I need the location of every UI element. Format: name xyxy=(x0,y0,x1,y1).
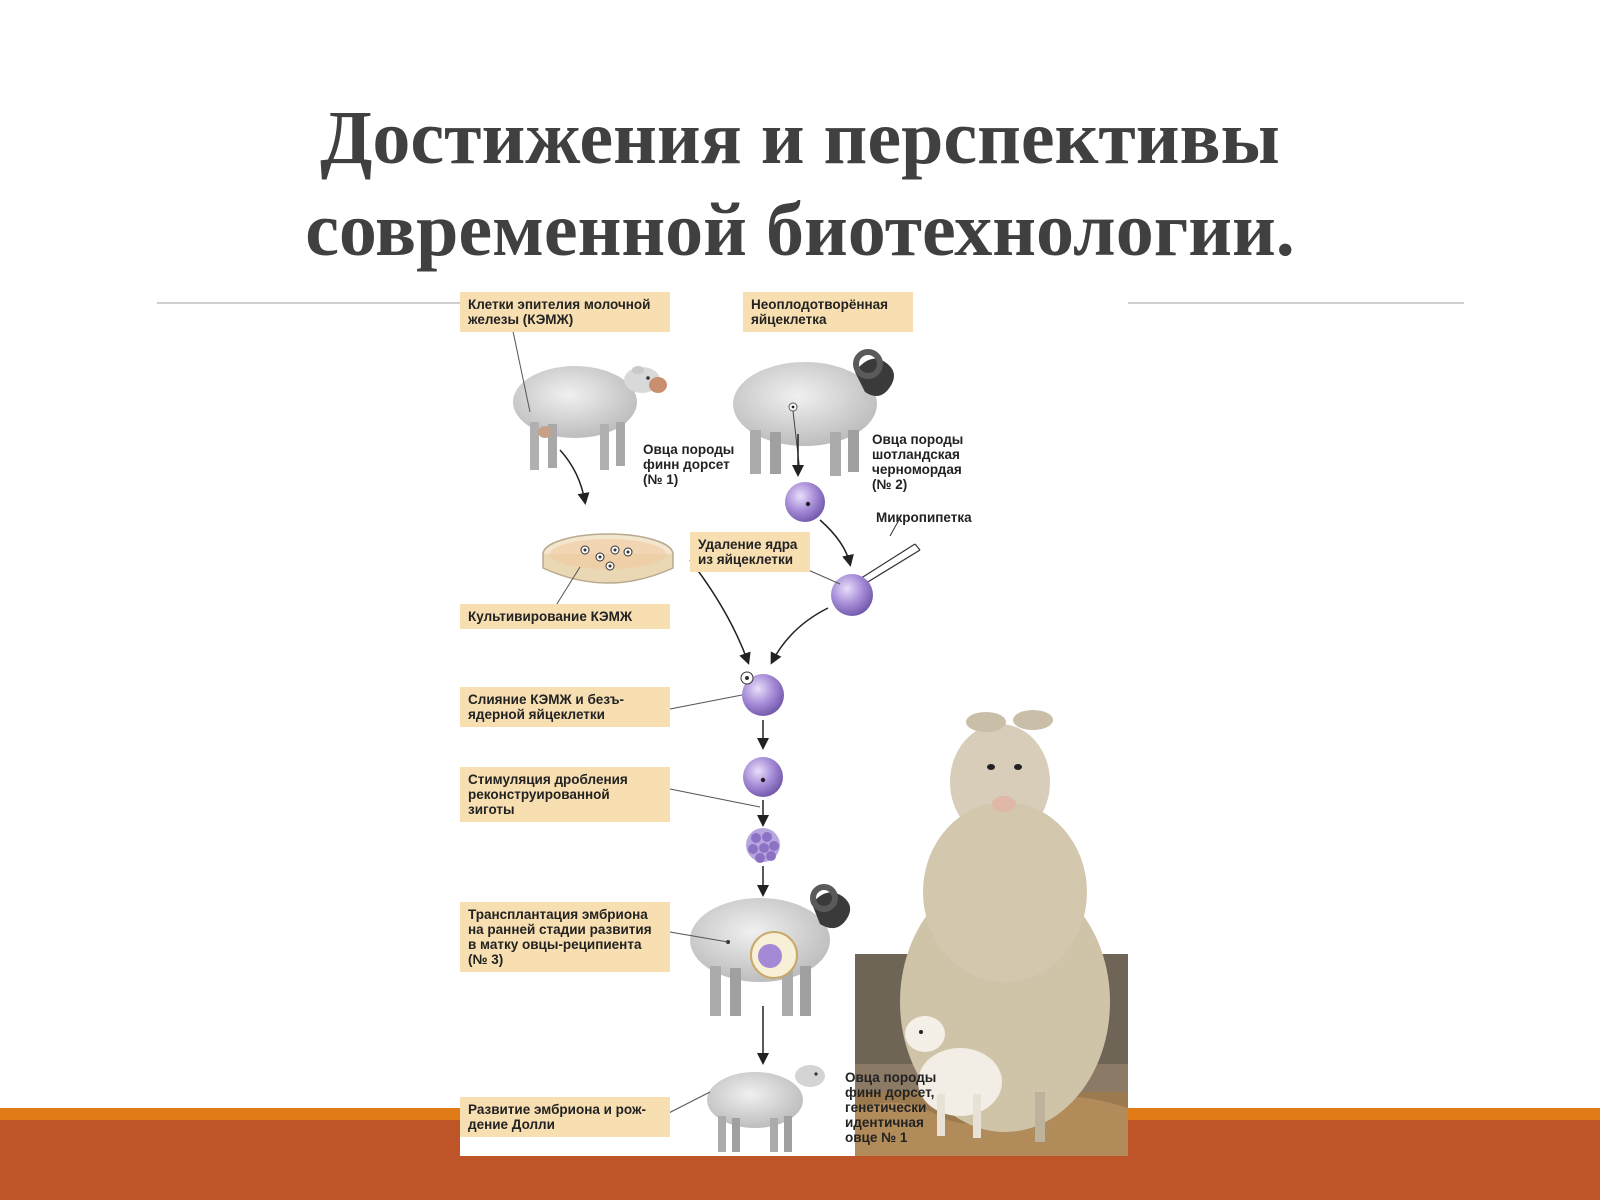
embryo-icon xyxy=(746,828,780,863)
micropipette-icon xyxy=(855,518,920,588)
enucleated-egg-icon xyxy=(831,574,873,616)
lamb-dolly-icon xyxy=(707,1065,825,1152)
label-fusion: Слияние КЭМЖ и безъ- ядерной яйцеклетки xyxy=(460,687,670,727)
zygote-icon xyxy=(743,757,783,797)
slide-title-line-2: современной биотехнологии. xyxy=(305,188,1295,272)
egg-cell-icon xyxy=(785,482,825,522)
slide-title xyxy=(0,92,1600,276)
label-micropipette: Микропипетка xyxy=(876,510,972,525)
recipient-sheep-icon xyxy=(690,887,850,1016)
cloning-diagram xyxy=(460,292,1128,1156)
label-transplantation: Трансплантация эмбриона на ранней стадии развития в матку овцы-реципиента (№ 3) xyxy=(460,902,670,972)
label-cultivation: Культивирование КЭМЖ xyxy=(460,604,670,629)
sheep-blackface-icon xyxy=(733,352,894,476)
label-birth: Развитие эмбриона и рож- дение Долли xyxy=(460,1097,670,1137)
slide-title-line-1: Достижения и перспективы xyxy=(320,96,1280,180)
label-sheep-2: Овца породы шотландская черномордая (№ 2) xyxy=(872,432,964,492)
label-dolly: Овца породы финн дорсет, генетически идентичная овце № 1 xyxy=(845,1070,937,1145)
label-stimulation: Стимуляция дробления реконструированной зиготы xyxy=(460,767,670,822)
label-egg-cell: Неоплодотворённая яйцеклетка xyxy=(743,292,913,332)
title-divider-left xyxy=(157,302,460,304)
fused-cell-icon xyxy=(741,672,784,716)
label-nucleus-removal: Удаление ядра из яйцеклетки xyxy=(690,532,810,572)
label-kemzh-cells: Клетки эпителия молочной железы (КЭМЖ) xyxy=(460,292,670,332)
petri-dish-icon xyxy=(543,534,673,583)
title-divider-right xyxy=(1128,302,1464,304)
label-sheep-1: Овца породы финн дорсет (№ 1) xyxy=(643,442,735,487)
